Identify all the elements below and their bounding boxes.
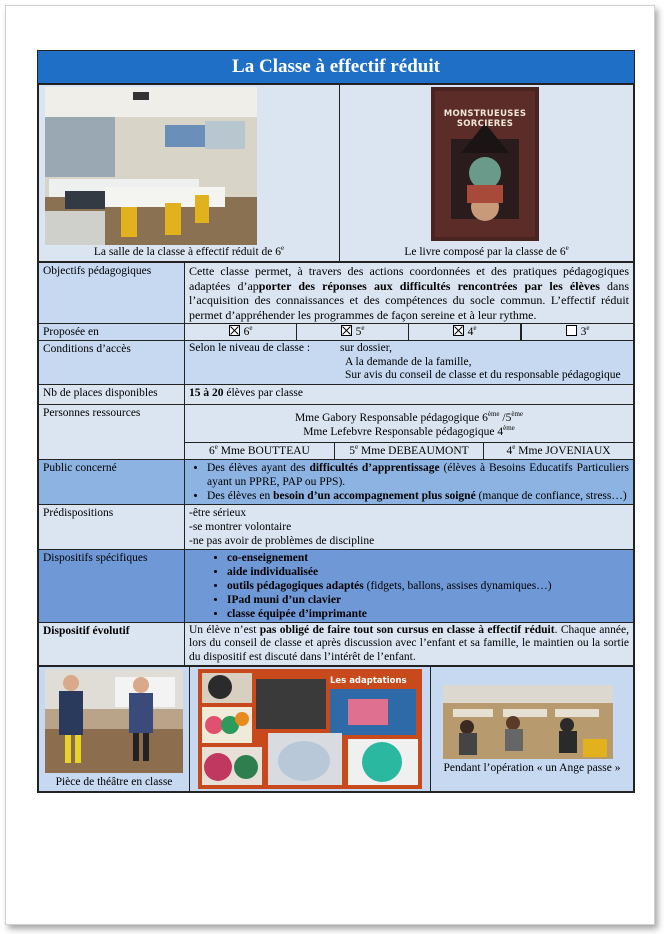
- list-item: • Des élèves en besoin d’un accompagnement plus soigné (manque de confiance, stress…): [207, 489, 629, 503]
- adaptations-title: Les adaptations: [330, 676, 407, 686]
- public-list: [185, 459, 634, 504]
- classroom-photo-cell: [39, 85, 340, 262]
- dispositifs-list: [185, 549, 634, 622]
- book-title-line2: SORCIERES: [456, 119, 514, 129]
- bottom-photos-row: [38, 666, 634, 792]
- theatre-photo-cell: [39, 667, 190, 792]
- label-predispositions: Prédispositions: [39, 504, 185, 549]
- row-predispositions: [39, 504, 634, 549]
- classroom-photo: [45, 87, 257, 245]
- label-ressources: Personnes ressources: [39, 404, 185, 459]
- level-4-checkbox[interactable]: 4e: [409, 324, 521, 340]
- label-evolutif: Dispositif évolutif: [39, 622, 185, 666]
- objectifs-text: Cette classe permet, à travers des actions coordonnées et des pratiques pédagogiques adaptées d’apporter des réponses aux difficultés rencontrées par les élèves dans l’acquisition des connaissances et des compétences du socle commun. L’effectif réduit permet d’appréhender les programmes de façon sereine et à leur rythme.: [185, 263, 634, 324]
- ange-photo: [443, 685, 613, 759]
- row-public: [39, 459, 634, 504]
- row-ressources: [39, 404, 634, 459]
- row-places: [39, 384, 634, 404]
- label-proposee: Proposée en: [39, 324, 185, 341]
- level-6-checkbox[interactable]: 6e: [185, 324, 297, 340]
- info-sheet: [37, 50, 635, 793]
- info-table: [38, 262, 634, 666]
- classroom-caption: La salle de la classe à effectif réduit de 6e: [93, 244, 285, 258]
- level-3-checkbox[interactable]: 3e: [521, 324, 633, 340]
- label-public: Public concerné: [39, 459, 185, 504]
- row-evolutif: [39, 622, 634, 666]
- ressources-responsables: Mme Gabory Responsable pédagogique 6ème /5ème Mme Lefebvre Responsable pédagogique 4ème: [294, 409, 524, 438]
- list-item: • aide individualisée: [227, 565, 629, 579]
- photo-row: [38, 84, 634, 262]
- teacher-4: 4e Mme JOVENIAUX: [484, 442, 633, 459]
- label-objectifs: Objectifs pédagogiques: [39, 263, 185, 324]
- book-caption: Le livre composé par la classe de 6e: [404, 244, 569, 258]
- teacher-5: 5e Mme DEBEAUMONT: [334, 442, 483, 459]
- row-dispositifs: [39, 549, 634, 622]
- conditions-text: Selon le niveau de classe : sur dossier, A la demande de la famille, Sur avis du conseil de classe et du responsable pédagogique: [185, 341, 634, 385]
- ange-photo-cell: [431, 667, 634, 792]
- label-conditions: Conditions d’accès: [39, 341, 185, 385]
- list-item: • co-enseignement: [227, 551, 629, 565]
- theatre-caption: Pièce de théâtre en classe: [55, 776, 173, 788]
- level-5-checkbox[interactable]: 5e: [297, 324, 409, 340]
- book-photo-cell: [340, 85, 634, 262]
- row-proposee: [39, 324, 634, 341]
- evolutif-text: Un élève n’est pas obligé de faire tout son cursus en classe à effectif réduit. Chaque année, lors du conseil de classe et après discussion avec l’enfant et sa famille, le maintien ou la sortie du dispositif est discuté dans l’intérêt de l’enfant.: [185, 622, 634, 666]
- list-item: • outils pédagogiques adaptés (fidgets, ballons, assises dynamiques…): [227, 579, 629, 593]
- document-page: [5, 5, 655, 925]
- places-value: 15 à 20 élèves par classe: [185, 384, 634, 404]
- label-places: Nb de places disponibles: [39, 384, 185, 404]
- adaptations-photo-cell: [190, 667, 431, 792]
- theatre-photo: [45, 669, 183, 773]
- book-title-line1: MONSTRUEUSES: [443, 109, 527, 119]
- ange-caption: Pendant l’opération « un Ange passe »: [443, 762, 621, 774]
- list-item: • classe équipée d’imprimante: [227, 607, 629, 621]
- teacher-6: 6e Mme BOUTTEAU: [185, 442, 334, 459]
- page-title: La Classe à effectif réduit: [38, 51, 634, 84]
- row-conditions: [39, 341, 634, 385]
- list-item: • Des élèves ayant des difficultés d’apprentissage (élèves à Besoins Educatifs Particuliers ayant un PPRE, PAP ou PPS).: [207, 461, 629, 489]
- row-objectifs: [39, 263, 634, 324]
- predispositions-list: -être sérieux -se montrer volontaire -ne pas avoir de problèmes de discipline: [185, 504, 634, 549]
- list-item: • IPad muni d’un clavier: [227, 593, 629, 607]
- label-dispositifs: Dispositifs spécifiques: [39, 549, 185, 622]
